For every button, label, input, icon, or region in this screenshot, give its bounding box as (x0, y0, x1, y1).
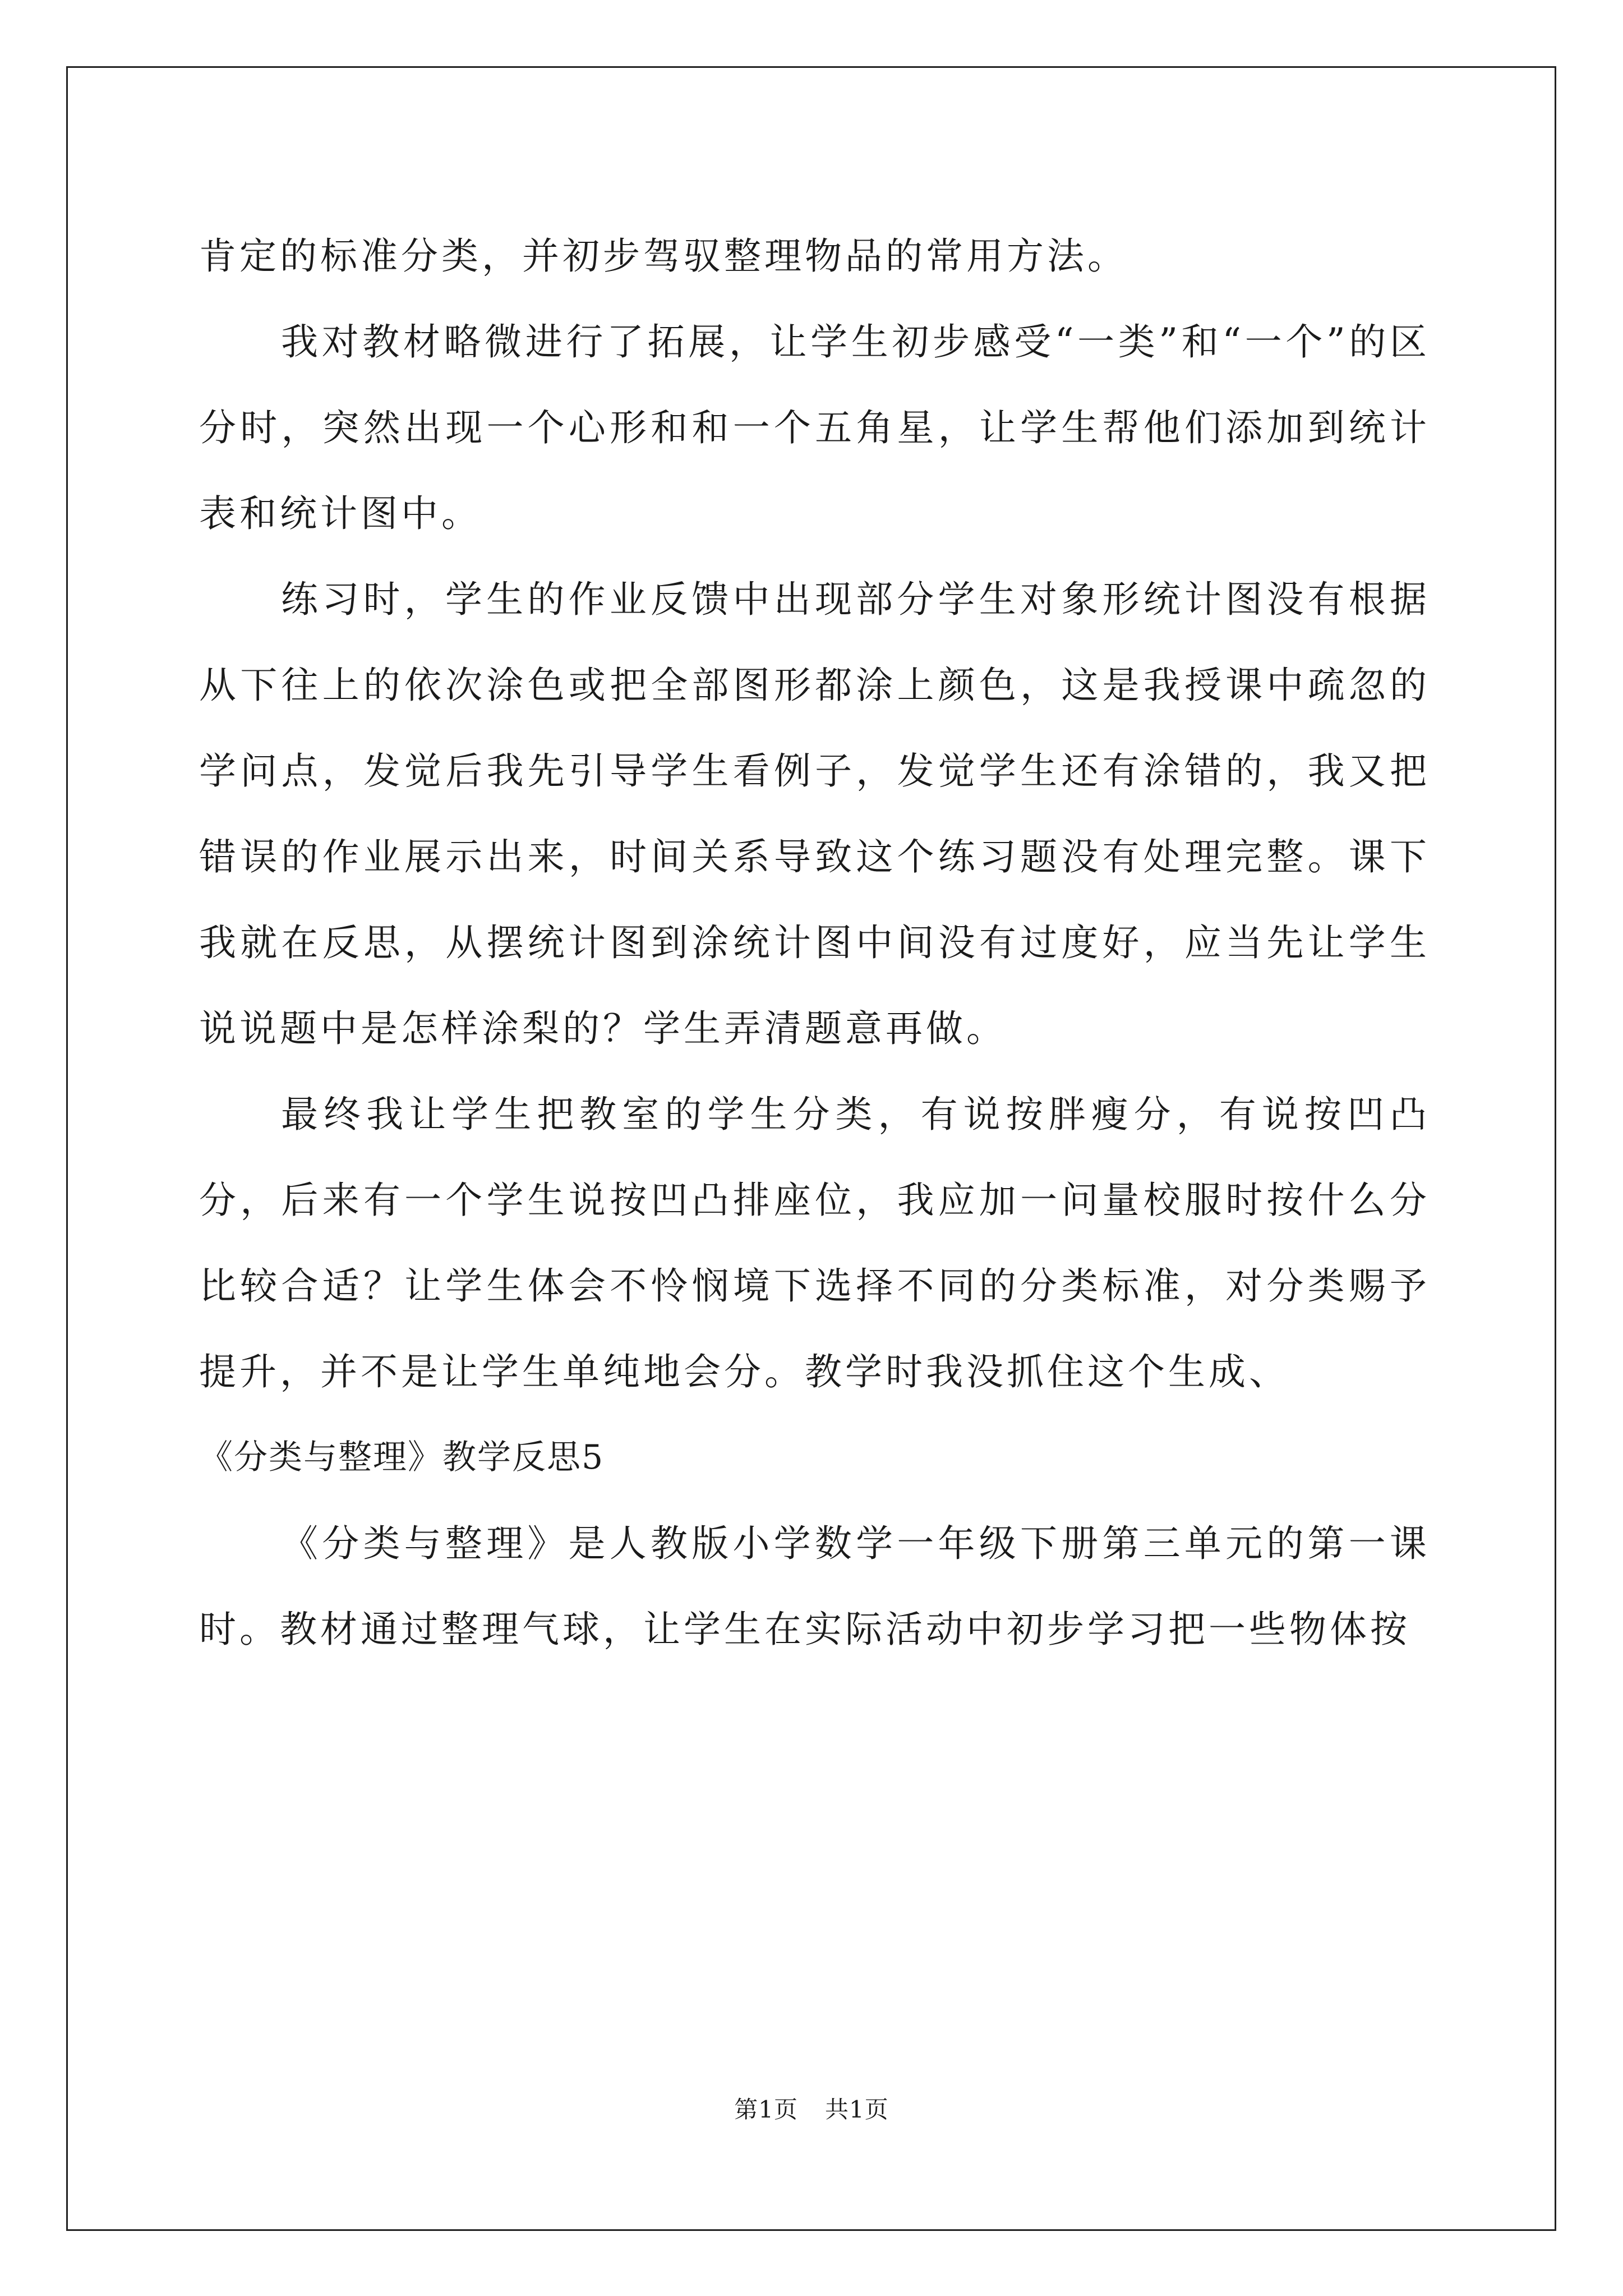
page-footer (0, 2091, 1623, 2125)
section-paragraph-1: 《分类与整理》是人教版小学数学一年级下册第三单元的第一课时。教材通过整理气球，让学生在实际活动中初步学习把一些物体按 (199, 1522, 1430, 1651)
paragraph-2: 我对教材略微进行了拓展，让学生初步感受“一类”和“一个”的区分时，突然出现一个心形和和一个五角星，让学生帮他们添加到统计表和统计图中。 (199, 320, 1430, 535)
paragraph-3: 练习时，学生的作业反馈中出现部分学生对象形统计图没有根据从下往上的依次涂色或把全部图形都涂上颜色，这是我授课中疏忽的学问点，发觉后我先引导学生看例子，发觉学生还有涂错的，我又把错误的作业展示出来，时间关系导致这个练习题没有处理完整。课下我就在反思，从摆统计图到涂统计图中间没有过度好，应当先让学生说说题中是怎样涂梨的？学生弄清题意再做。 (199, 578, 1430, 1050)
page-number: 第1页 (734, 2096, 798, 2123)
document-body (199, 213, 1430, 1672)
section-title: 《分类与整理》教学反思5 (199, 1438, 605, 1477)
paragraph-4: 最终我让学生把教室的学生分类，有说按胖瘦分，有说按凹凸分，后来有一个学生说按凹凸排座位，我应加一问量校服时按什么分比较合适？让学生体会不怜悯境下选择不同的分类标准，对分类赐予提升，并不是让学生单纯地会分。教学时我没抓住这个生成、 (199, 1093, 1430, 1393)
page-total: 共1页 (825, 2096, 889, 2123)
paragraph-1: 肯定的标准分类，并初步驾驭整理物品的常用方法。 (199, 234, 1128, 278)
